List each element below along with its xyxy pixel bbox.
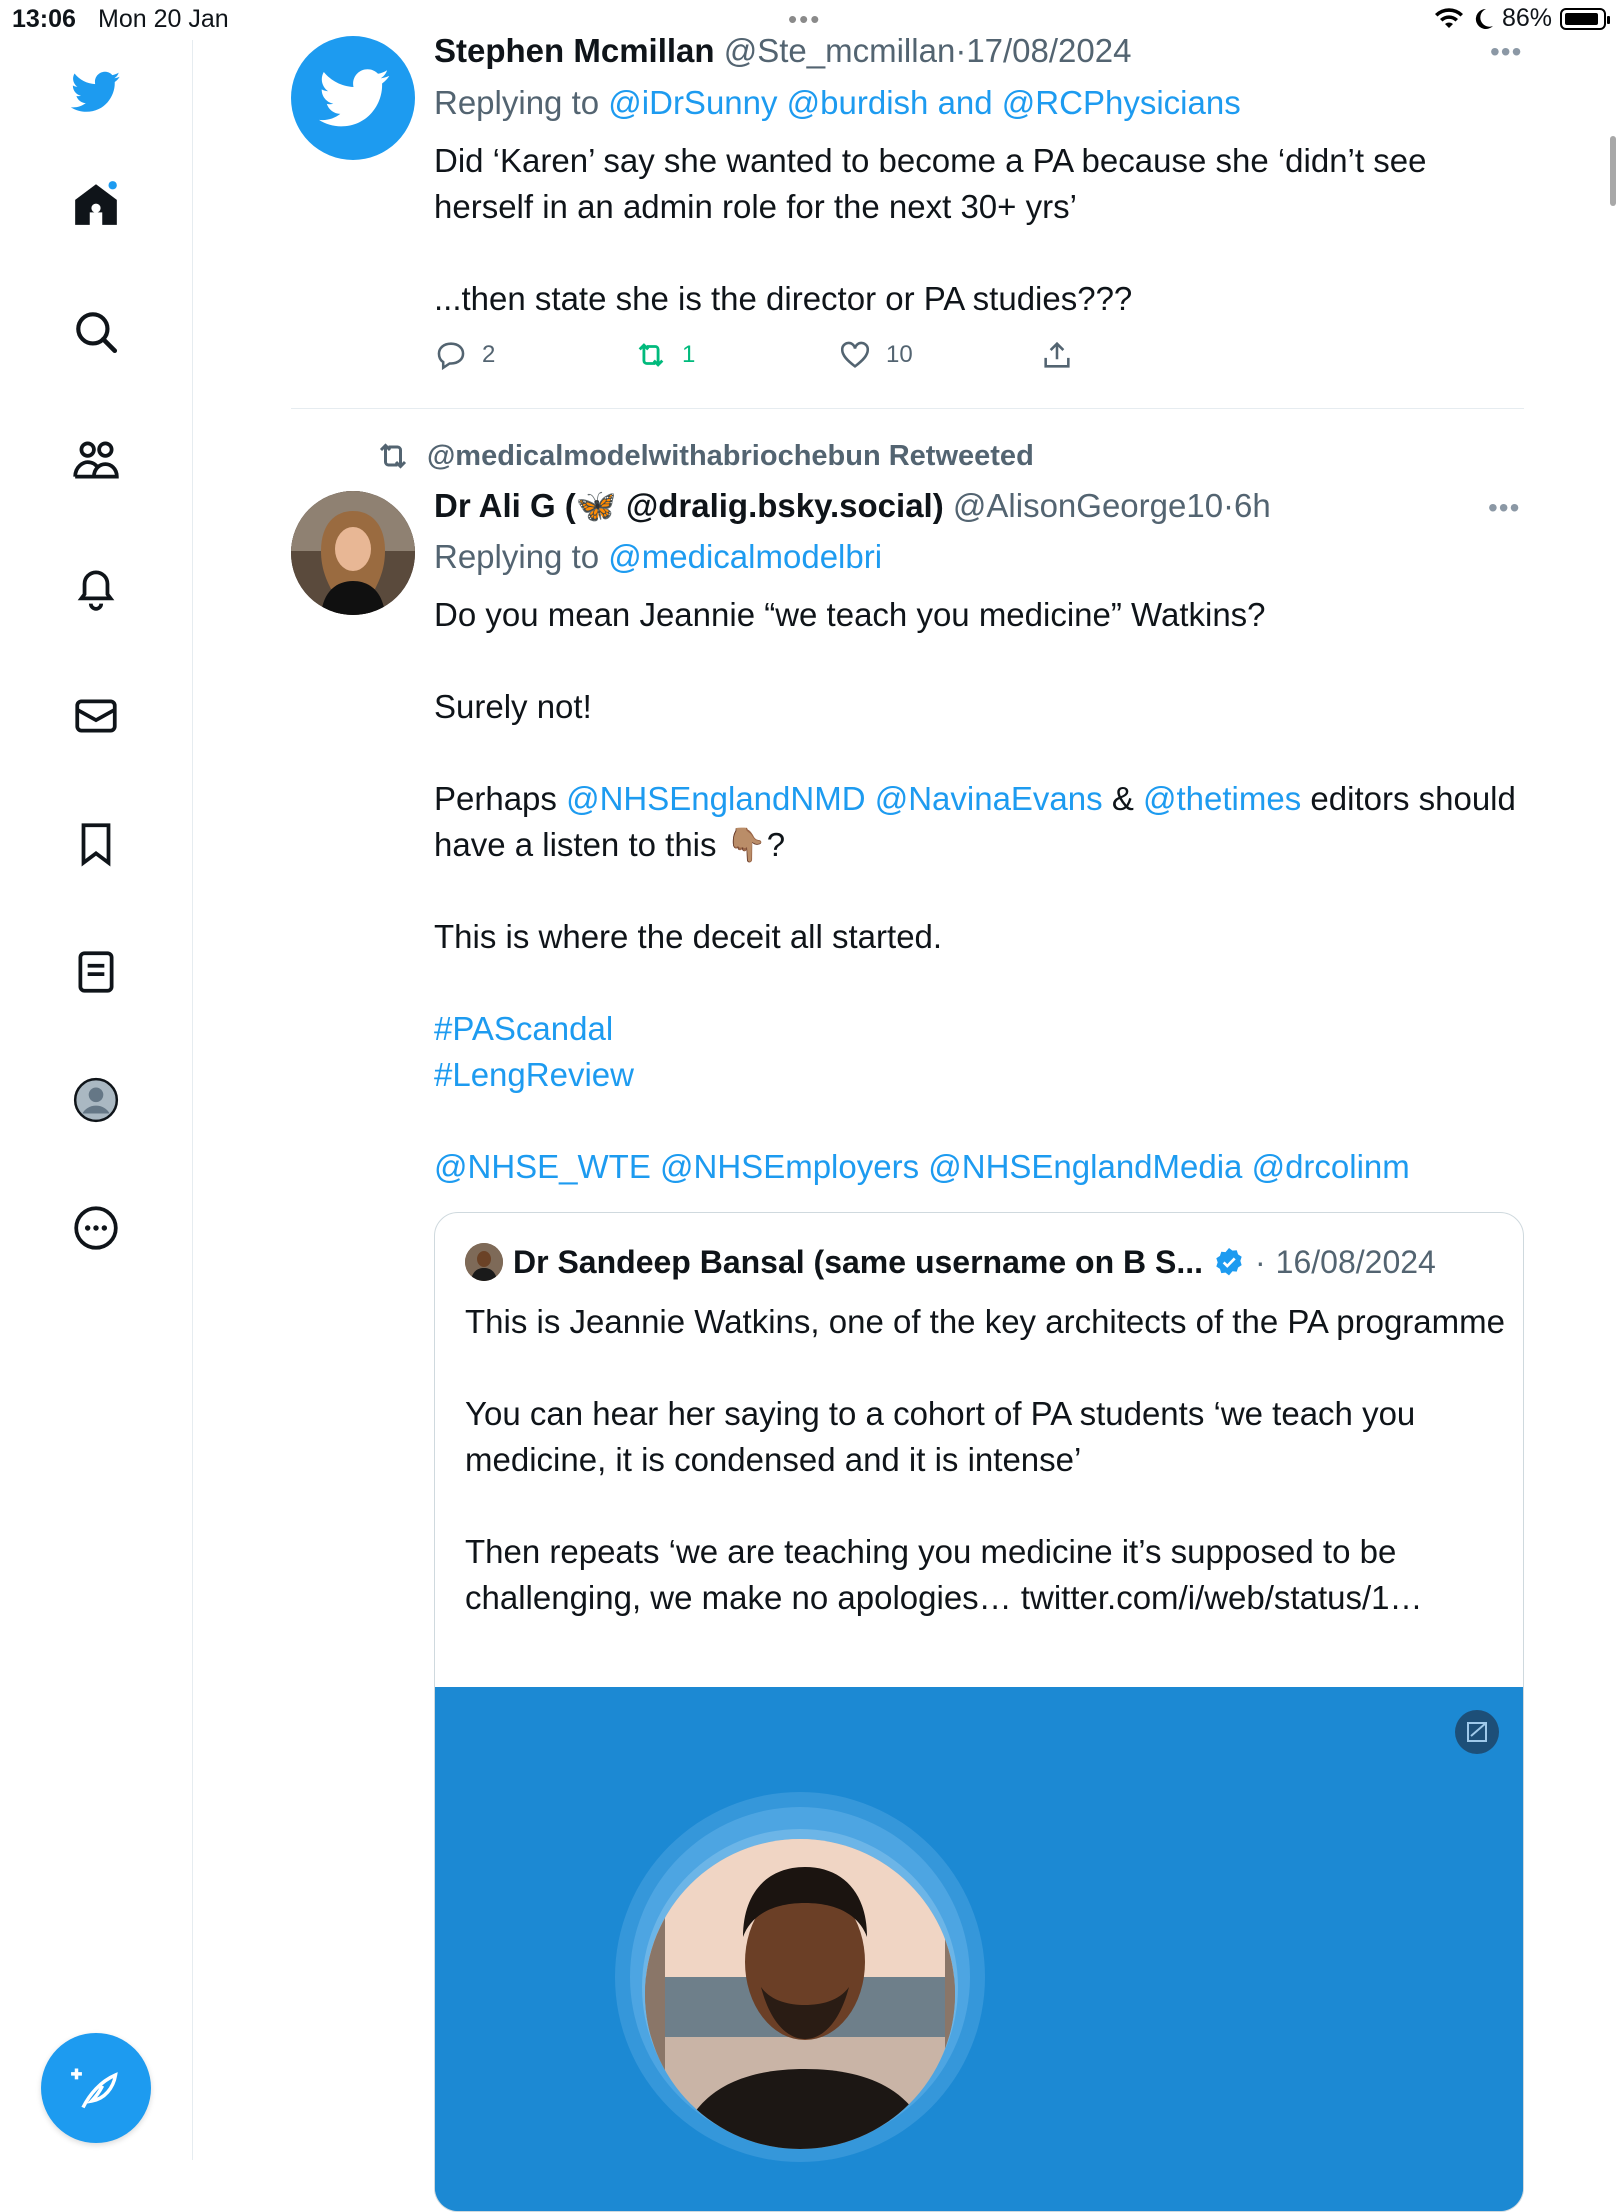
avatar[interactable] (291, 36, 415, 160)
tweet2-text-p2: Surely not! (434, 688, 592, 725)
replying-to-link[interactable]: @iDrSunny @burdish and @RCPhysicians (608, 84, 1241, 121)
retweeted-by-line[interactable] (375, 438, 1034, 474)
sidebar (0, 40, 193, 2160)
replying-prefix: Replying to (434, 538, 600, 575)
tweet2-replying-to (434, 538, 882, 576)
retweet-button[interactable] (634, 338, 695, 372)
separator-dot: · (1255, 1243, 1266, 1280)
tweet2-text-p3 (434, 776, 1524, 868)
mention-link[interactable]: @NHSEnglandNMD (566, 780, 866, 817)
status-time: 13:06 (12, 5, 76, 33)
retweet-icon (634, 338, 668, 372)
user-photo-icon (465, 1243, 503, 1281)
text-span: editors should have a listen to this 👇🏽? (434, 780, 1516, 863)
tweet2-text-p4: This is where the deceit all started. (434, 918, 943, 955)
battery-icon (1560, 8, 1606, 30)
messages-icon[interactable] (66, 686, 126, 746)
default-bird-avatar-icon (291, 36, 415, 160)
communities-icon[interactable] (66, 430, 126, 490)
retweet-icon (375, 438, 411, 474)
text-span: Perhaps (434, 780, 557, 817)
separator-dot: · (1223, 487, 1235, 524)
replying-to-link[interactable]: @medicalmodelbri (608, 538, 883, 575)
battery-percent: 86% (1501, 4, 1552, 32)
tweet1-author-name[interactable]: Stephen Mcmillan (434, 32, 715, 69)
tweet2-time[interactable]: 6h (1234, 487, 1271, 524)
retweet-count: 1 (682, 341, 696, 368)
twitter-logo-icon[interactable] (66, 62, 126, 122)
quoted-text-p1: This is Jeannie Watkins, one of the key architects of the PA programme (465, 1303, 1505, 1340)
quoted-tweet-body (465, 1299, 1505, 1621)
tweet2-body (434, 592, 1524, 1190)
quoted-text-p2: You can hear her saying to a cohort of PA students ‘we teach you medicine, it is condensed and it is intense’ (465, 1395, 1416, 1478)
quoted-text-p3: Then repeats ‘we are teaching you medicine it’s supposed to be challenging, we make no apologies… twitter.com/i/web/status/1… (465, 1533, 1423, 1616)
user-photo-icon (291, 491, 415, 615)
compose-feather-icon (70, 2062, 122, 2114)
home-icon[interactable] (66, 174, 126, 234)
status-date: Mon 20 Jan (98, 5, 229, 33)
mention-link[interactable]: @thetimes (1143, 780, 1302, 817)
share-icon (1040, 338, 1074, 372)
like-count: 10 (886, 341, 913, 368)
moon-icon (1472, 7, 1494, 31)
tweet1-header (434, 32, 1131, 70)
retweeted-by-text: @medicalmodelwithabriochebun Retweeted (427, 439, 1034, 472)
reply-count: 2 (482, 341, 496, 368)
multitasking-dots-icon[interactable]: ••• (788, 4, 822, 34)
tweet1-text-line2: ...then state she is the director or PA studies??? (434, 280, 1133, 317)
avatar[interactable] (465, 1243, 503, 1281)
status-indicators (1434, 4, 1606, 33)
reply-icon (434, 338, 468, 372)
separator-dot: · (955, 32, 967, 69)
tweet-divider (291, 408, 1524, 409)
wifi-icon (1434, 7, 1464, 31)
like-button[interactable] (838, 338, 913, 372)
avatar[interactable] (291, 491, 415, 615)
tweet1-handle[interactable]: @Ste_mcmillan (723, 32, 956, 69)
more-icon[interactable] (66, 1198, 126, 1258)
tweet2-more-icon[interactable]: ••• (1488, 492, 1521, 523)
profile-icon[interactable] (66, 1070, 126, 1130)
quoted-tweet-header (465, 1243, 1436, 1281)
verified-badge-icon (1213, 1246, 1245, 1278)
quoted-date[interactable]: 16/08/2024 (1275, 1243, 1436, 1280)
quoted-tweet[interactable] (434, 1212, 1524, 2212)
mentions-line[interactable]: @NHSE_WTE @NHSEmployers @NHSEnglandMedia @drcolinm (434, 1148, 1410, 1185)
tweet1-more-icon[interactable]: ••• (1490, 36, 1523, 67)
tweet1-body (434, 138, 1494, 322)
replying-prefix: Replying to (434, 84, 600, 121)
quoted-media-video[interactable] (435, 1687, 1524, 2212)
quoted-author-name[interactable]: Dr Sandeep Bansal (same username on B S... (513, 1243, 1204, 1280)
tweet2-header (434, 487, 1271, 526)
lists-icon[interactable] (66, 942, 126, 1002)
hashtag-link[interactable]: #LengReview (434, 1056, 634, 1093)
tweet1-date[interactable]: 17/08/2024 (966, 32, 1132, 69)
video-thumbnail-icon (435, 1687, 1524, 2212)
compose-button[interactable] (41, 2033, 151, 2143)
tweet2-handle[interactable]: @AlisonGeorge10 (952, 487, 1224, 524)
mention-link[interactable]: @NavinaEvans (874, 780, 1103, 817)
heart-icon (838, 338, 872, 372)
tweet1-text-line1: Did ‘Karen’ say she wanted to become a PA because she ‘didn’t see herself in an admin role for the next 30+ yrs’ (434, 142, 1427, 225)
text-span: & (1111, 780, 1134, 817)
share-button[interactable] (1040, 338, 1074, 372)
tweet2-text-p1: Do you mean Jeannie “we teach you medicine” Watkins? (434, 596, 1266, 633)
bookmarks-icon[interactable] (66, 814, 126, 874)
notifications-icon[interactable] (66, 558, 126, 618)
reply-button[interactable] (434, 338, 495, 372)
tweet1-replying-to (434, 84, 1241, 122)
hashtag-link[interactable]: #PAScandal (434, 1010, 614, 1047)
scrollbar[interactable] (1610, 136, 1616, 206)
search-icon[interactable] (66, 302, 126, 362)
tweet2-author-name[interactable]: Dr Ali G (🦋 @dralig.bsky.social) (434, 487, 944, 524)
